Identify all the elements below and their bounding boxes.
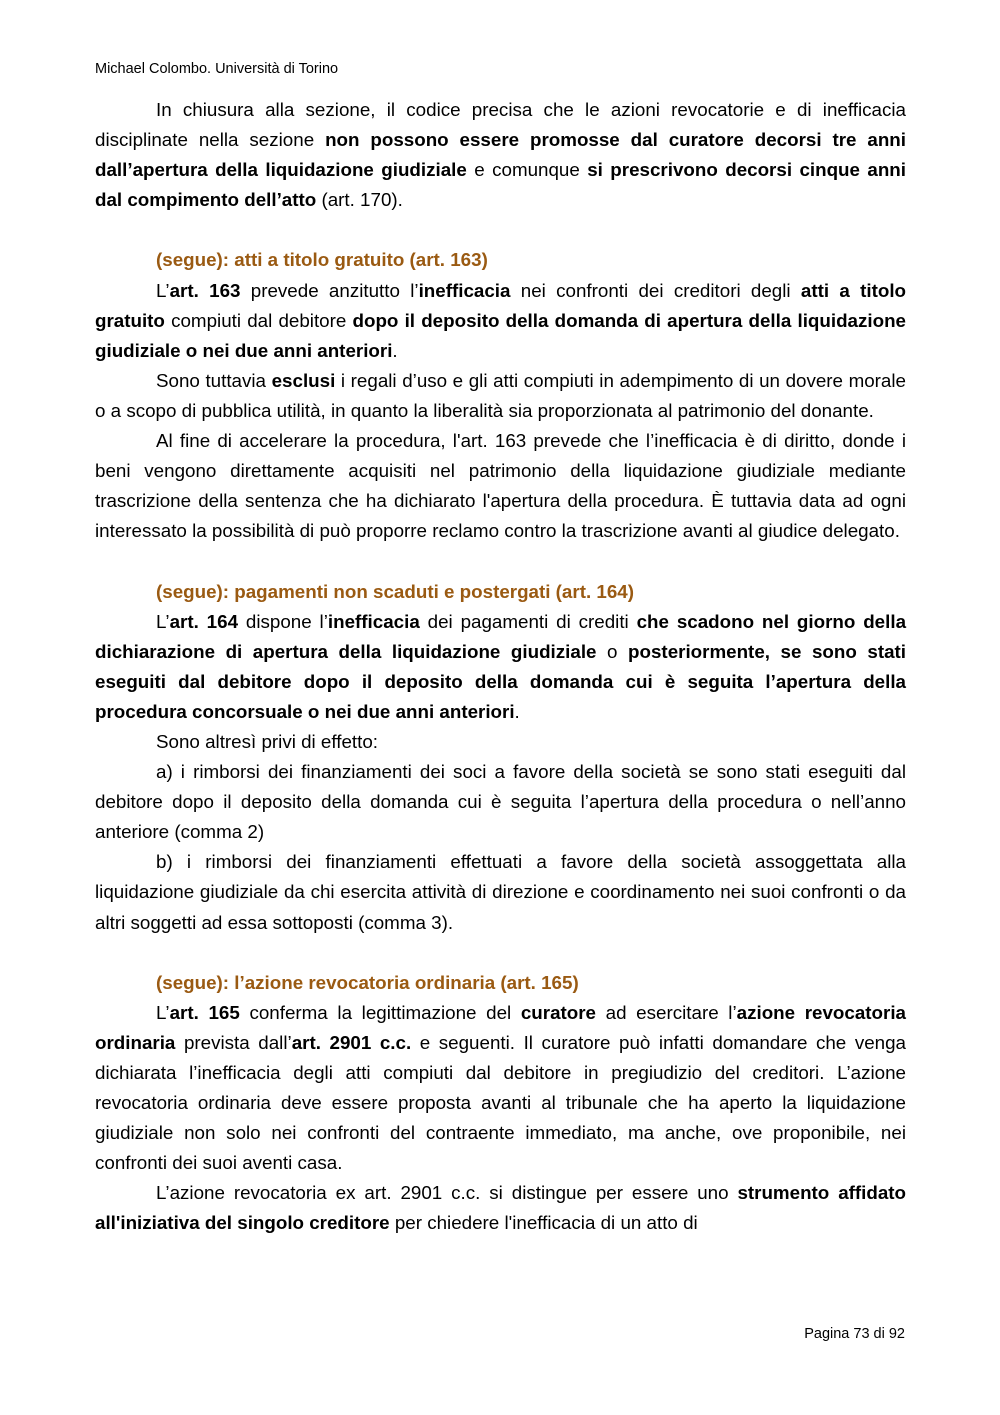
section-heading: (segue): pagamenti non scaduti e postergati (art. 164) bbox=[156, 580, 634, 602]
text-run: Al fine di accelerare la procedura, l'art. 163 prevede che l’inefficacia è di diritto, donde i beni vengono direttamente acquisiti nel patrimonio della liquidazione giudiziale mediante trascrizione della sentenza che ha dichiarato l'apertura della procedura. È tuttavia data ad ogni interessato la possibilità di può proporre reclamo contro la trascrizione avanti al giudice delegato. bbox=[95, 430, 906, 542]
bold-text: strumento affidato all'iniziativa del singolo creditore bbox=[95, 1182, 907, 1234]
bold-text: non possono essere promosse dal curatore decorsi tre anni dall’apertura della liquidazione giudiziale bbox=[95, 129, 906, 181]
text-run: L’azione revocatoria ex art. 2901 c.c. si distingue per essere uno bbox=[156, 1182, 738, 1204]
paragraph bbox=[95, 366, 906, 426]
bold-text: posteriormente, se sono stati eseguiti dal debitore dopo il deposito della domanda cui è seguita l’apertura della procedura concorsuale o nei due anni anteriori bbox=[95, 640, 906, 722]
paragraph bbox=[95, 998, 906, 1179]
text-run: Sono altresì privi di effetto: bbox=[156, 730, 379, 752]
paragraph bbox=[95, 607, 906, 727]
paragraph bbox=[95, 95, 906, 215]
text-run: e comunque bbox=[466, 159, 588, 181]
bold-text: azione revocatoria ordinaria bbox=[95, 1001, 906, 1053]
bold-text: esclusi bbox=[271, 369, 336, 391]
text-run: . bbox=[392, 339, 398, 361]
bold-text: dopo il deposito della domanda di apertura della liquidazione giudiziale o nei due anni anteriori bbox=[95, 309, 906, 361]
text-run: compiuti dal debitore bbox=[164, 309, 353, 331]
text-run: ad esercitare l’ bbox=[596, 1001, 737, 1023]
bold-text: curatore bbox=[520, 1001, 596, 1023]
bold-text: inefficacia bbox=[327, 610, 420, 632]
text-run: b) i rimborsi dei finanziamenti effettuati a favore della società assoggettata alla liquidazione giudiziale da chi esercita attività di direzione e coordinamento nei suoi confronti o da altri soggetti ad essa sottoposti (comma 3). bbox=[95, 851, 906, 933]
page-number: Pagina 73 di 92 bbox=[804, 1326, 905, 1342]
text-run: (art. 170). bbox=[316, 189, 403, 211]
bold-text: che scadono nel giorno della dichiarazione di apertura della liquidazione giudiziale bbox=[95, 610, 907, 662]
bold-text: art. 164 bbox=[169, 610, 239, 632]
text-run: conferma la legittimazione del bbox=[239, 1001, 521, 1023]
page-header: Michael Colombo. Università di Torino bbox=[95, 61, 339, 77]
text-run: dei pagamenti di crediti bbox=[419, 610, 637, 632]
bold-text: art. 165 bbox=[169, 1001, 240, 1023]
paragraph bbox=[95, 757, 906, 847]
bold-text: art. 163 bbox=[169, 279, 241, 301]
paragraph bbox=[95, 847, 906, 937]
paragraph bbox=[95, 426, 906, 546]
bold-text: si prescrivono decorsi cinque anni dal compimento dell’atto bbox=[95, 159, 906, 211]
section-heading: (segue): l’azione revocatoria ordinaria (art. 165) bbox=[156, 971, 579, 993]
text-run: L’ bbox=[156, 610, 170, 632]
bold-text: atti a titolo gratuito bbox=[95, 279, 907, 331]
text-run: dispone l’ bbox=[238, 610, 328, 632]
paragraph bbox=[95, 727, 906, 757]
text-run: L’ bbox=[156, 1001, 170, 1023]
bold-text: inefficacia bbox=[418, 279, 511, 301]
text-run: a) i rimborsi dei finanziamenti dei soci a favore della società se sono stati eseguiti dal debitore dopo il deposito della domanda cui è seguita l’apertura della procedura o nell’anno anteriore (comma 2) bbox=[95, 761, 906, 843]
text-run: L’ bbox=[156, 279, 170, 301]
text-run: . bbox=[514, 700, 520, 722]
paragraph bbox=[95, 276, 906, 366]
text-run: In chiusura alla sezione, il codice precisa che le azioni revocatorie e di inefficacia disciplinate nella sezione bbox=[95, 99, 906, 151]
text-run: prevede anzitutto l’ bbox=[240, 279, 419, 301]
section-heading: (segue): atti a titolo gratuito (art. 163) bbox=[156, 249, 488, 271]
paragraph bbox=[95, 1178, 906, 1238]
text-run: i regali d’uso e gli atti compiuti in adempimento di un dovere morale o a scopo di pubblica utilità, in quanto la liberalità sia proporzionata al patrimonio del donante. bbox=[95, 369, 906, 421]
text-run: nei confronti dei creditori degli bbox=[510, 279, 801, 301]
document-body bbox=[95, 95, 906, 1239]
text-run: e seguenti. Il curatore può infatti domandare che venga dichiarata l’inefficacia degli atti compiuti dal debitore in pregiudizio del creditori. L’azione revocatoria ordinaria deve essere proposta avanti al tribunale che ha aperto la liquidazione giudiziale non solo nei confronti del contraente immediato, ma anche, ove proponibile, nei confronti dei suoi aventi casa. bbox=[95, 1031, 906, 1174]
text-run: o bbox=[596, 640, 629, 662]
bold-text: art. 2901 c.c. bbox=[291, 1031, 412, 1053]
text-run: Sono tuttavia bbox=[156, 369, 272, 391]
text-run: per chiedere l'inefficacia di un atto di bbox=[389, 1212, 698, 1234]
text-run: prevista dall’ bbox=[175, 1031, 292, 1053]
